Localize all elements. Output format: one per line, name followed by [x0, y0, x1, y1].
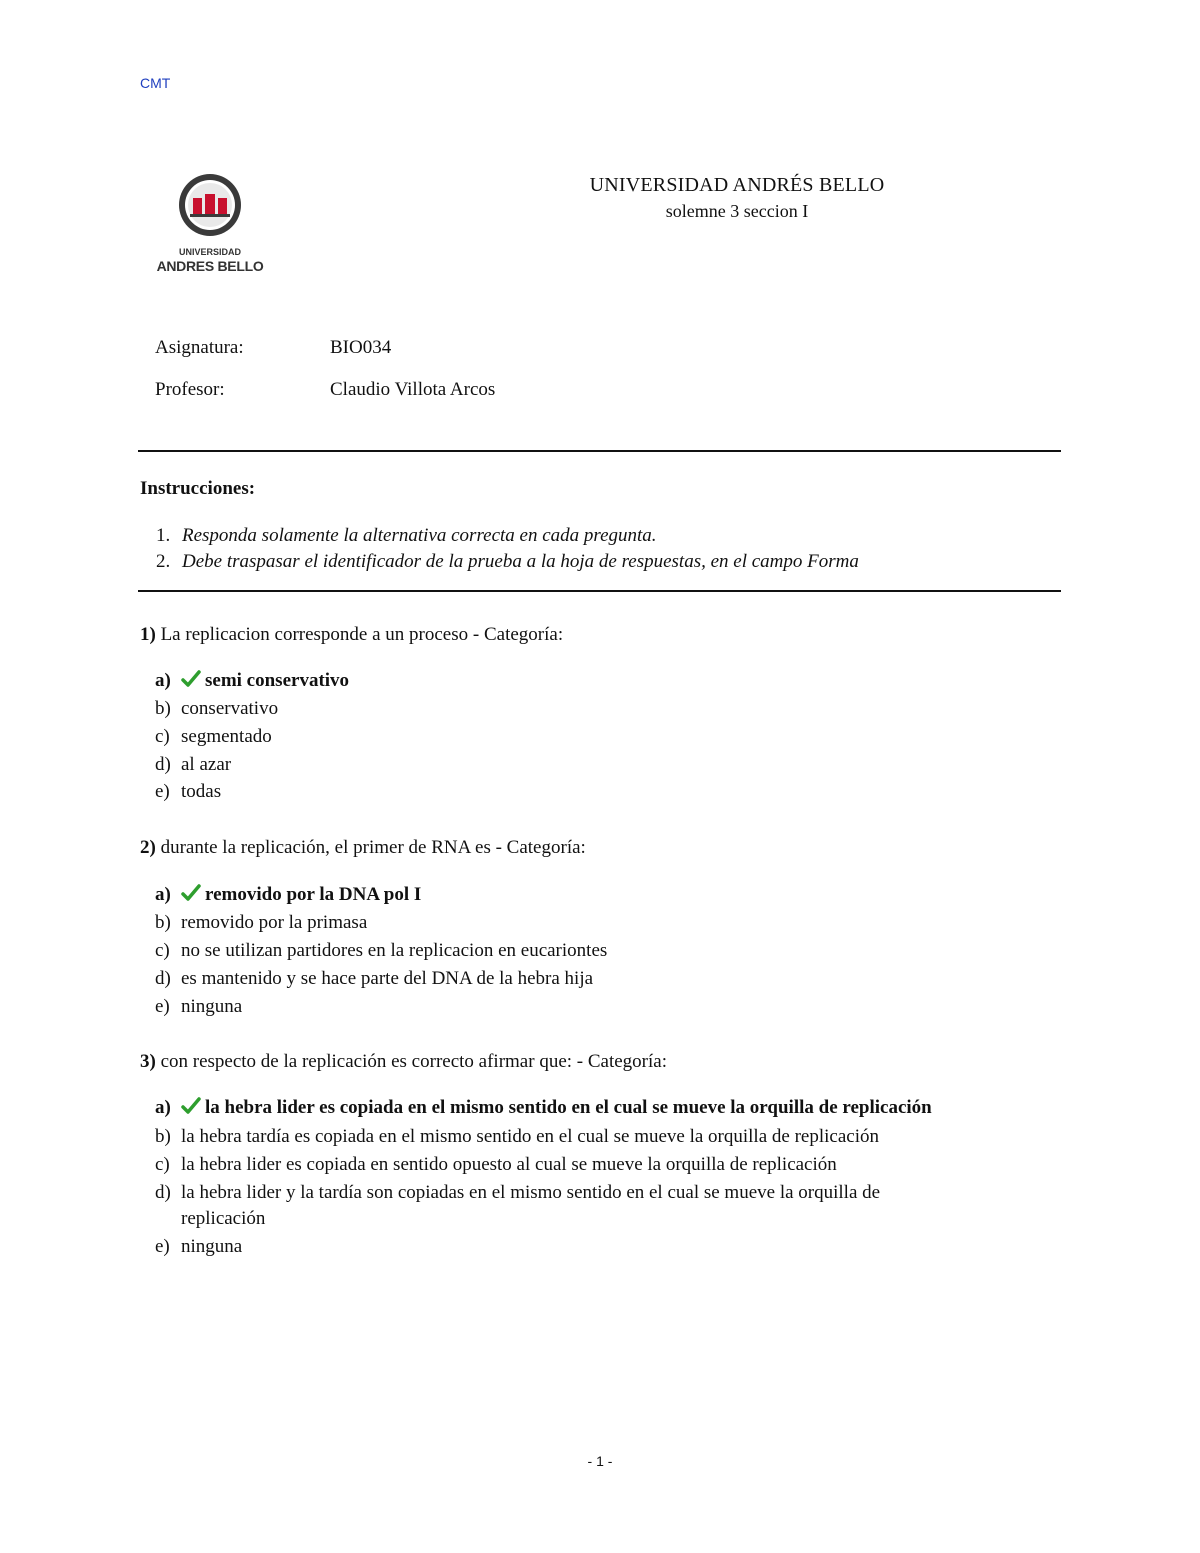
option-text: al azar [181, 754, 232, 775]
option-continuation: replicación [181, 1208, 266, 1229]
option-text: la hebra tardía es copiada en el mismo sentido en el cual se mueve la orquilla de replicación [181, 1126, 879, 1147]
logo-line-2: ANDRES BELLO [156, 258, 264, 274]
question-number: 3) [140, 1051, 156, 1072]
option-text: semi conservativo [205, 670, 350, 691]
option [155, 1236, 242, 1258]
subject-label: Asignatura: [155, 337, 244, 358]
option-letter: a) [155, 670, 171, 691]
option [155, 1182, 880, 1204]
option-correct [155, 1097, 932, 1119]
instruction-item [156, 525, 657, 547]
instruction-number: 2. [156, 551, 171, 572]
option-letter: a) [155, 1097, 171, 1118]
instruction-text: Responda solamente la alternativa correcta en cada pregunta. [182, 525, 657, 546]
option-letter: e) [155, 781, 170, 802]
question-1 [140, 624, 563, 646]
checkmark-icon [181, 1097, 201, 1115]
option [155, 781, 221, 803]
university-logo [150, 165, 270, 280]
teacher-value: Claudio Villota Arcos [330, 379, 496, 400]
option-text: la hebra lider y la tardía son copiadas en el mismo sentido en el cual se mueve la orquilla de [181, 1182, 881, 1203]
option-text: es mantenido y se hace parte del DNA de la hebra hija [181, 968, 594, 989]
option [155, 968, 593, 990]
question-2 [140, 837, 586, 859]
question-text: La replicacion corresponde a un proceso - Categoría: [155, 624, 564, 645]
question-number: 1) [140, 624, 156, 645]
divider-top [138, 450, 1061, 452]
instruction-item [156, 551, 859, 573]
option [155, 1154, 837, 1176]
instruction-text: Debe traspasar el identificador de la prueba a la hoja de respuestas, en el campo Forma [182, 551, 859, 572]
option-letter: b) [155, 912, 171, 933]
logo-line-1: UNIVERSIDAD [178, 247, 241, 257]
option-correct [155, 670, 349, 692]
option-letter: e) [155, 996, 170, 1017]
option-text: no se utilizan partidores en la replicacion en eucariontes [181, 940, 608, 961]
question-text: con respecto de la replicación es correcto afirmar que: - Categoría: [155, 1051, 667, 1072]
option-letter: c) [155, 940, 170, 961]
option-text: todas [181, 781, 222, 802]
option [155, 1126, 879, 1148]
instruction-number: 1. [156, 525, 171, 546]
university-title: UNIVERSIDAD ANDRÉS BELLO [589, 174, 885, 196]
option-text: conservativo [181, 698, 279, 719]
page-number: - 1 - [587, 1453, 613, 1469]
question-3 [140, 1051, 667, 1073]
question-number: 2) [140, 837, 156, 858]
cmt-label: CMT [140, 75, 171, 91]
divider-bottom [138, 590, 1061, 592]
option-correct [155, 884, 421, 906]
option [155, 940, 607, 962]
option-letter: c) [155, 1154, 170, 1175]
checkmark-icon [181, 884, 201, 902]
option-letter: a) [155, 884, 171, 905]
checkmark-icon [181, 670, 201, 688]
option-text: removido por la DNA pol I [205, 884, 422, 905]
option-text: la hebra lider es copiada en el mismo sentido en el cual se mueve la orquilla de replicación [205, 1097, 932, 1118]
option-text: ninguna [181, 1236, 243, 1257]
option [155, 726, 272, 748]
option [155, 698, 278, 720]
option-text: ninguna [181, 996, 243, 1017]
option-letter: c) [155, 726, 170, 747]
option-text: segmentado [181, 726, 272, 747]
instructions-heading: Instrucciones: [140, 478, 256, 499]
option [155, 996, 242, 1018]
option-letter: d) [155, 1182, 171, 1203]
subject-value: BIO034 [330, 337, 392, 358]
exam-subtitle: solemne 3 seccion I [665, 201, 809, 221]
option-text: removido por la primasa [181, 912, 368, 933]
teacher-label: Profesor: [155, 379, 225, 400]
option-letter: d) [155, 968, 171, 989]
option-letter: e) [155, 1236, 170, 1257]
option [155, 912, 367, 934]
option-letter: d) [155, 754, 171, 775]
option-letter: b) [155, 1126, 171, 1147]
option-text: la hebra lider es copiada en sentido opuesto al cual se mueve la orquilla de replicación [181, 1154, 837, 1175]
option-letter: b) [155, 698, 171, 719]
question-text: durante la replicación, el primer de RNA es - Categoría: [155, 837, 586, 858]
option [155, 754, 231, 776]
